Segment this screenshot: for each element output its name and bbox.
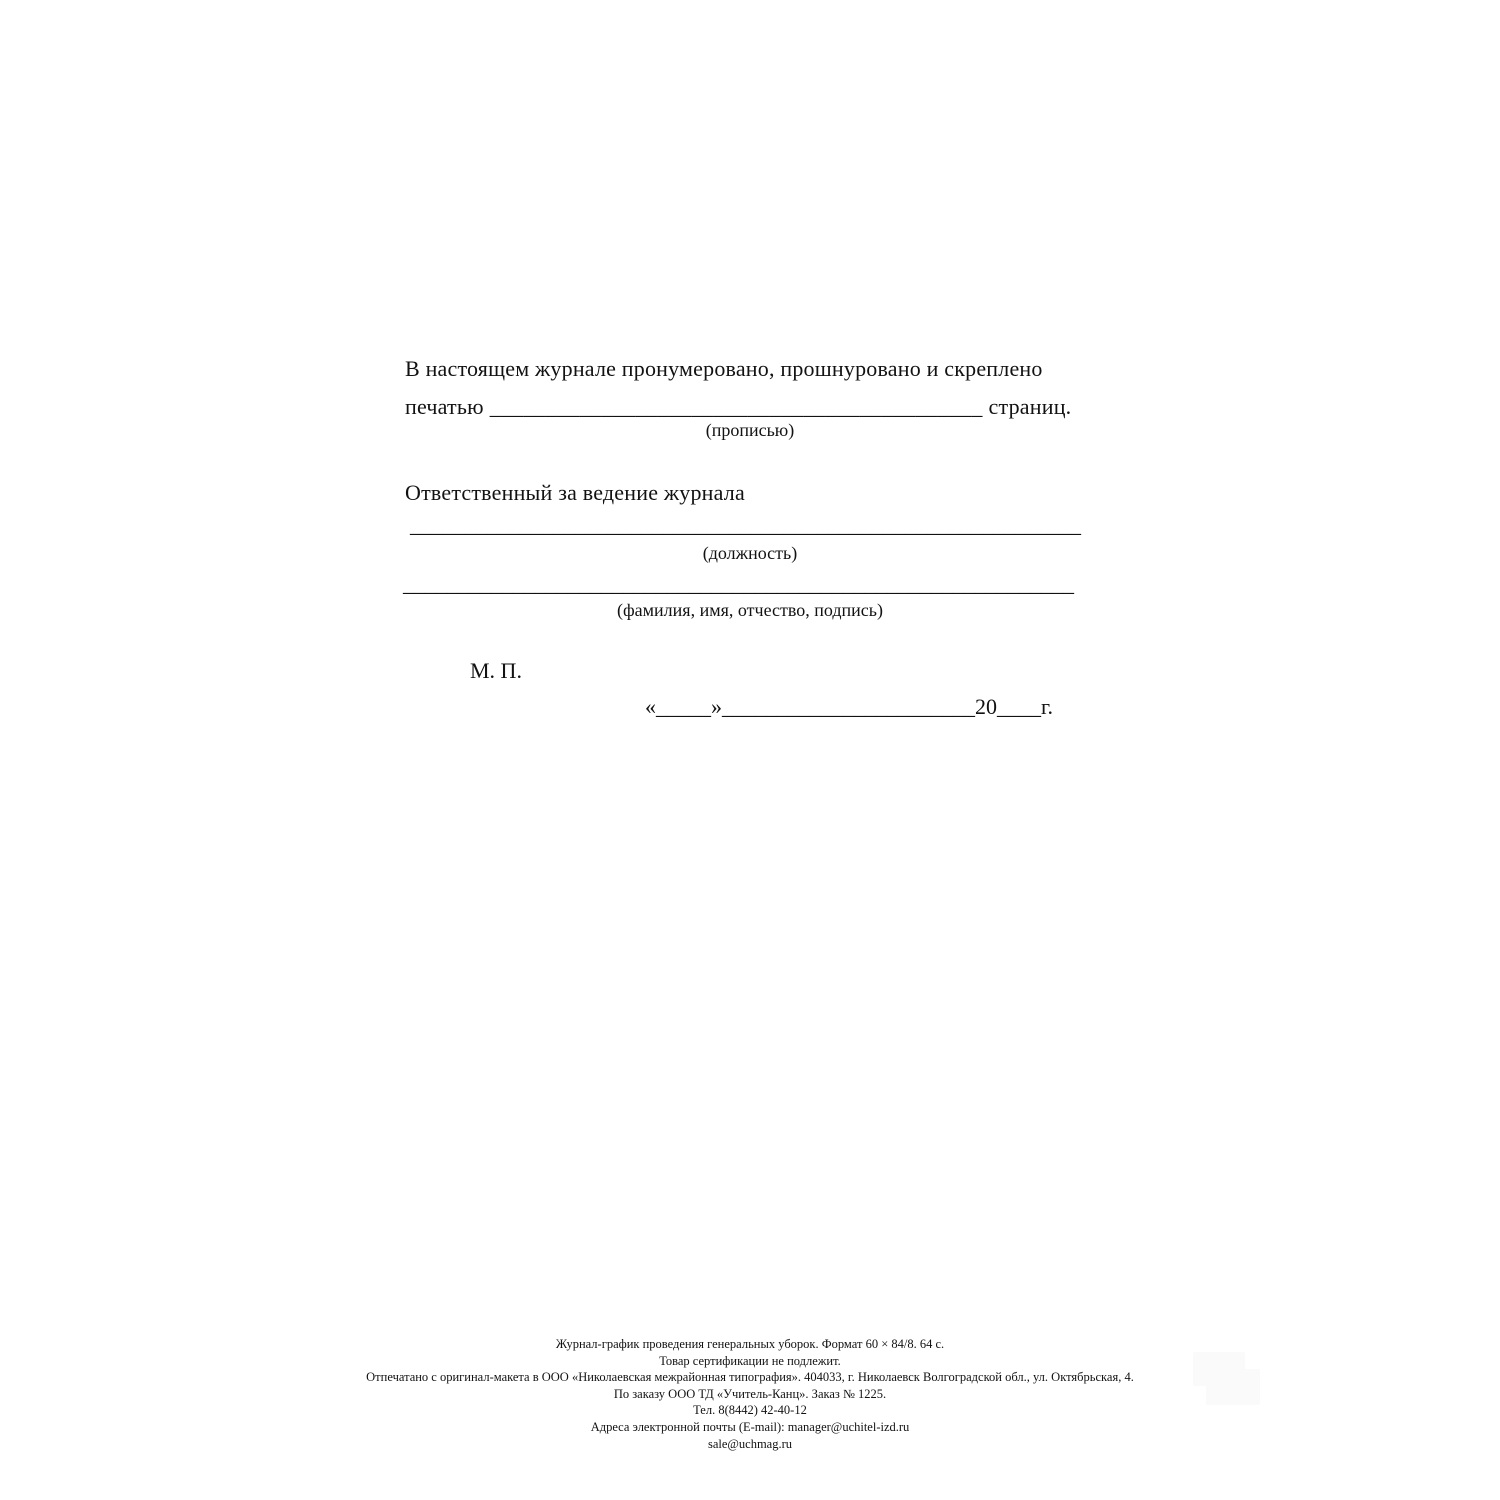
position-blank-line: _____________________________________________________________	[410, 512, 1081, 537]
imprint-block	[0, 1336, 1500, 1452]
imprint-line-printer-address: Отпечатано с оригинал-макета в ООО «Николаевская межрайонная типография». 404033, г. Николаевск Волгоградской обл., ул. Октябрьская, 4.	[366, 1370, 1134, 1385]
responsible-label: Ответственный за ведение журнала	[405, 480, 745, 505]
imprint-line-email2: sale@uchmag.ru	[707, 1436, 793, 1451]
statement-line1: В настоящем журнале пронумеровано, прошнуровано и скреплено	[405, 356, 1043, 381]
scan-artifact-smudge-bottom	[1206, 1369, 1260, 1405]
imprint-line-certification: Товар сертификации не подлежит.	[659, 1353, 841, 1368]
imprint-line-email: Адреса электронной почты (E-mail): manager@uchitel-izd.ru	[590, 1419, 910, 1434]
position-caption: (должность)	[702, 543, 798, 563]
statement-line2-suffix: страниц.	[988, 394, 1072, 419]
pages-blank-line: ____________________________________________	[489, 394, 983, 419]
stamp-mp-label: М. П.	[470, 658, 522, 683]
name-blank-line: _____________________________________________________________	[403, 571, 1074, 596]
name-caption: (фамилия, имя, отчество, подпись)	[617, 600, 883, 620]
date-fill-line: «_____»_______________________20____г.	[645, 694, 1054, 719]
imprint-line-order: По заказу ООО ТД «Учитель-Канц». Заказ № 1225.	[613, 1386, 887, 1401]
statement-line2-prefix: печатью	[405, 394, 484, 419]
imprint-line-phone: Тел. 8(8442) 42-40-12	[693, 1403, 807, 1418]
imprint-line-title-format: Журнал-график проведения генеральных уборок. Формат 60 × 84/8. 64 с.	[555, 1337, 945, 1351]
propisyu-caption: (прописью)	[705, 420, 795, 440]
